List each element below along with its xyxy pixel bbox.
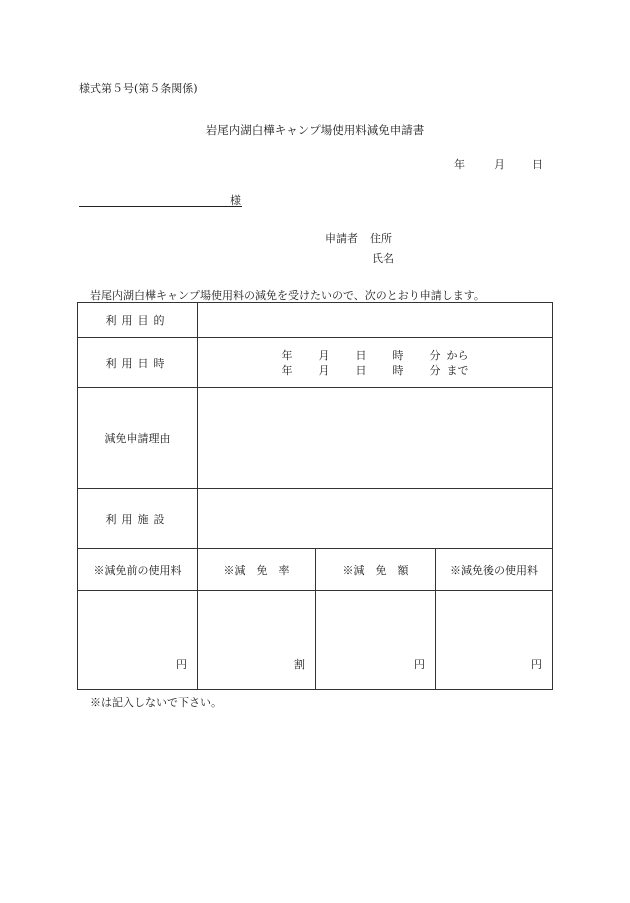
fee-after-header: ※減免後の使用料 [436,549,553,591]
from-day: 日 [355,348,367,362]
addressee-suffix: 様 [230,194,241,207]
fee-before-field[interactable]: 円 [78,591,198,690]
reason-field[interactable] [198,388,553,489]
until-day: 日 [355,363,367,377]
from-month: 月 [318,348,330,362]
date-year: 年 [454,158,465,171]
fee-after-field[interactable]: 円 [436,591,553,690]
applicant-label: 申請者 [325,232,358,245]
datetime-field[interactable] [198,338,553,388]
datetime-from-row [198,348,552,363]
purpose-field[interactable] [198,303,553,338]
from-hour: 時 [392,348,404,362]
from-year: 年 [281,348,293,362]
page-title: 岩尾内湖白樺キャンプ場使用料減免申請書 [205,123,425,137]
reason-label: 減免申請理由 [78,388,198,489]
from-minute: 分 [429,348,441,362]
addressee-field[interactable] [79,193,242,207]
facility-label: 利用施設 [78,489,198,549]
fee-before-header: ※減免前の使用料 [78,549,198,591]
form-number: 様式第５号(第５条関係) [79,82,198,95]
until-year: 年 [281,363,293,377]
reduction-amount-header: ※減 免 額 [316,549,436,591]
until-label: まで [446,363,469,377]
footnote: ※は記入しないで下さい。 [90,696,222,709]
address-label: 住所 [370,232,392,245]
reduction-rate-field[interactable]: 割 [198,591,316,690]
purpose-label: 利用目的 [78,303,198,338]
intro-text: 岩尾内湖白樺キャンプ場使用料の減免を受けたいので、次のとおり申請します。 [90,289,485,302]
application-table [77,302,553,690]
until-month: 月 [318,363,330,377]
facility-field[interactable] [198,489,553,549]
reduction-rate-header: ※減 免 率 [198,549,316,591]
until-minute: 分 [429,363,441,377]
until-hour: 時 [392,363,404,377]
reduction-amount-field[interactable]: 円 [316,591,436,690]
from-label: から [446,348,469,362]
date-day: 日 [532,158,543,171]
date-month: 月 [494,158,505,171]
datetime-until-row [198,363,552,378]
datetime-label: 利用日時 [78,338,198,388]
date-line [454,156,543,172]
name-label: 氏名 [372,252,394,265]
